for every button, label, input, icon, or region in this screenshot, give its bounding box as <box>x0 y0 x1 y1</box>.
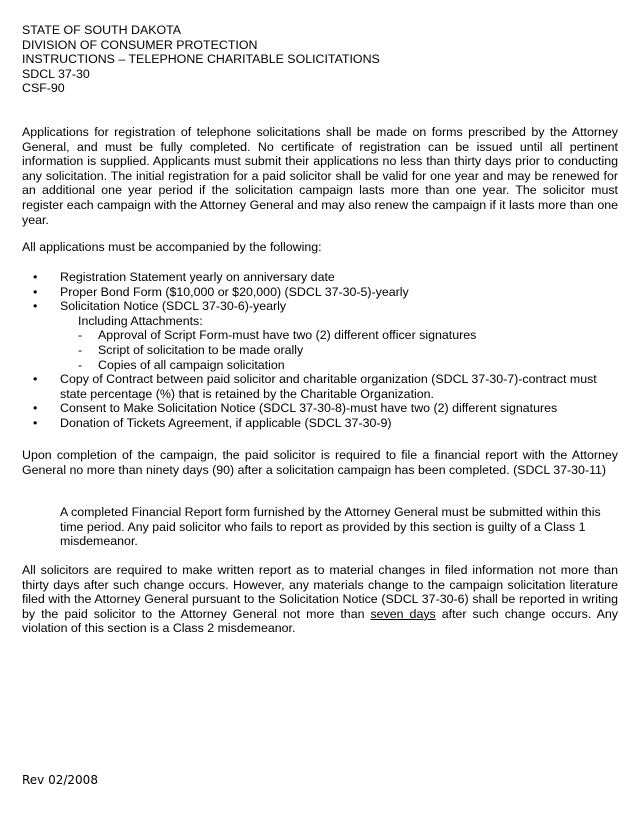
list-item: • Consent to Make Solicitation Notice (SDCL 37-30-8)-must have two (2) different signatures <box>22 401 622 416</box>
changes-paragraph: All solicitors are required to make written report as to material changes in filed information not more than thirty days after such change occurs. However, any materials change to the campaign solicitation literature filed with the Attorney General pursuant to the Solicitation Notice (SDCL 37-30-6) shall be reported in writing by the paid solicitor to the Attorney General not more than seven days after such change occurs. Any violation of this section is a Class 2 misdemeanor. <box>22 563 618 636</box>
accompanied-paragraph: All applications must be accompanied by the following: <box>22 240 322 254</box>
header-sdcl: SDCL 37-30 <box>22 66 90 81</box>
list-item: • Donation of Tickets Agreement, if applicable (SDCL 37-30-9) <box>22 416 622 431</box>
attachments-label: Including Attachments: <box>78 313 203 328</box>
header-instructions: INSTRUCTIONS – TELEPHONE CHARITABLE SOLICITATIONS <box>22 52 380 67</box>
financial-report-paragraph: A completed Financial Report form furnished by the Attorney General must be submitted within this time period. Any paid solicitor who fails to report as provided by this section is guilty of a Class 1 misdemeanor. <box>60 505 601 549</box>
document-header <box>22 23 380 96</box>
intro-paragraph: Applications for registration of telephone solicitations shall be made on forms prescribed by the Attorney General, and must be fully completed. No certificate of registration can be issued until all pertinent information is supplied. Applicants must submit their applications no less than thirty days prior to conducting any solicitation. The initial registration for a paid solicitor shall be valid for one year and may be renewed for an additional one year period if the solicitation campaign lasts more than one year. The solicitor must register each campaign with the Attorney General and may also renew the campaign if it lasts more than one year. <box>22 125 618 227</box>
list-item: • Proper Bond Form ($10,000 or $20,000) (SDCL 37-30-5)-yearly <box>22 285 622 300</box>
header-division: DIVISION OF CONSUMER PROTECTION <box>22 37 258 52</box>
requirements-list <box>22 270 622 431</box>
completion-paragraph: Upon completion of the campaign, the paid solicitor is required to file a financial report with the Attorney General no more than ninety days (90) after a solicitation campaign has been completed. (SDCL 37-30-11) <box>22 448 618 477</box>
revision-date: Rev 02/2008 <box>22 773 98 787</box>
list-item: • Solicitation Notice (SDCL 37-30-6)-yearly Including Attachments: - Approval of Script Form-must have two (2) different officer signatures - Script of solicitation to be made orally - Copies of all campaign solicitation <box>22 299 622 372</box>
seven-days-underlined: seven days <box>370 606 436 621</box>
attachment-item: - Approval of Script Form-must have two (2) different officer signatures <box>78 328 622 343</box>
attachment-item: - Script of solicitation to be made orally <box>78 343 622 358</box>
list-item: • Copy of Contract between paid solicitor and charitable organization (SDCL 37-30-7)-contract must state percentage (%) that is retained by the Charitable Organization. <box>22 372 622 401</box>
attachment-item: - Copies of all campaign solicitation <box>78 358 622 373</box>
header-form-number: CSF-90 <box>22 81 65 96</box>
list-item: • Registration Statement yearly on anniversary date <box>22 270 622 285</box>
header-state: STATE OF SOUTH DAKOTA <box>22 23 182 37</box>
